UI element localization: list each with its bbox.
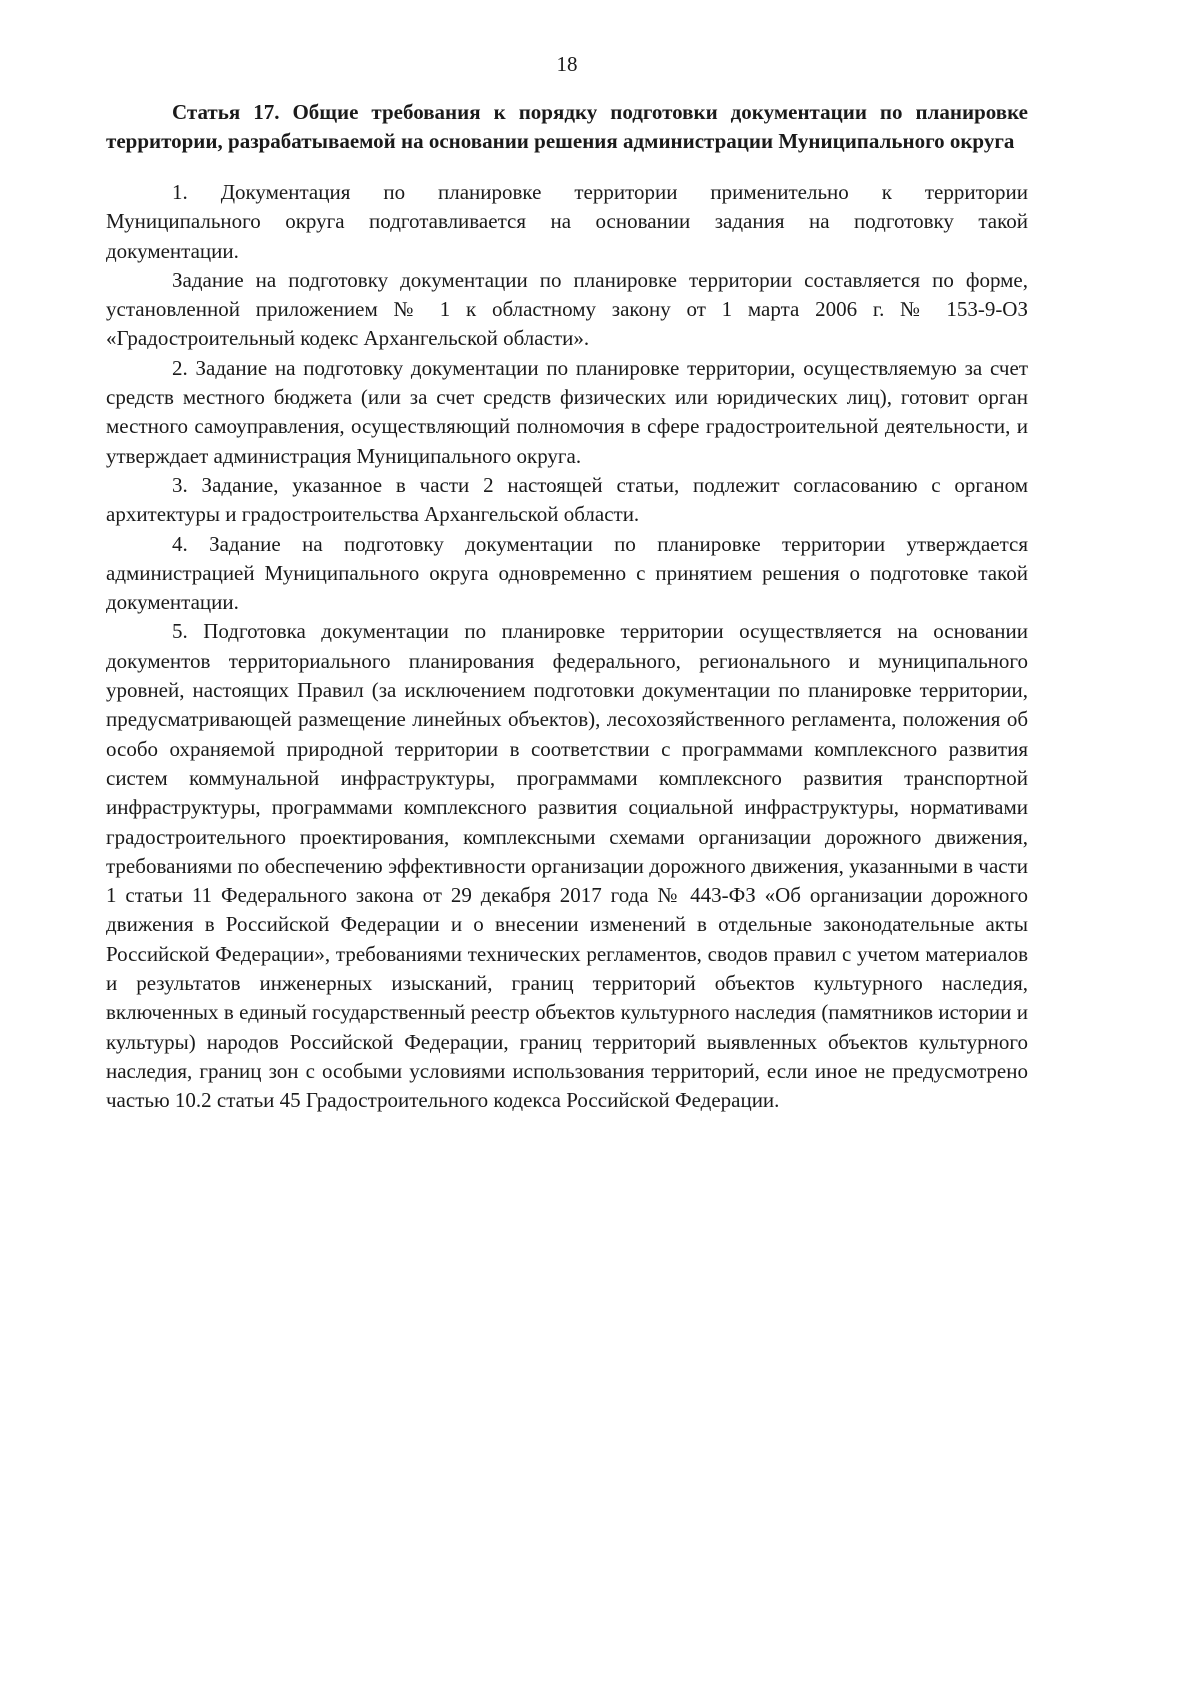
paragraph-1-task-form: Задание на подготовку документации по планировке территории составляется по форме, установленной приложением № 1 к областному закону от 1 марта 2006 г. № 153-9-ОЗ «Градостроительный кодекс Архангельской области». bbox=[106, 267, 1028, 351]
paragraph-1: 1. Документация по планировке территории применительно к территории Муниципального округа подготавливается на основании задания на подготовку такой документации. bbox=[106, 180, 1028, 263]
article-title: Статья 17. Общие требования к порядку подготовки документации по планировке территории, разрабатываемой на основании решения администрации Муниципального округа bbox=[106, 100, 1028, 153]
page-number: 18 bbox=[556, 52, 578, 76]
paragraph-2: 2. Задание на подготовку документации по планировке территории, осуществляемую за счет средств местного бюджета (или за счет средств физических или юридических лиц), готовит орган местного самоуправления, осуществляющий полномочия в сфере градостроительной деятельности, и утверждает администрация Муниципального округа. bbox=[106, 355, 1028, 468]
paragraph-5: 5. Подготовка документации по планировке территории осуществляется на основании документов территориального планирования федерального, регионального и муниципального уровней, настоящих Правил (за исключением подготовки документации по планировке территории, предусматривающей размещение линейных объектов), лесохозяйственного регламента, положения об особо охраняемой природной территории в соответствии с программами комплексного развития систем коммунальной инфраструктуры, программами комплексного развития транспортной инфраструктуры, программами комплексного развития социальной инфраструктуры, нормативами градостроительного проектирования, комплексными схемами организации дорожного движения, требованиями по обеспечению эффективности организации дорожного движения, указанными в части 1 статьи 11 Федерального закона от 29 декабря 2017 года № 443-ФЗ «Об организации дорожного движения в Российской Федерации и о внесении изменений в отдельные законодательные акты Российской Федерации», требованиями технических регламентов, сводов правил с учетом материалов и результатов инженерных изысканий, границ территорий объектов культурного наследия, включенных в единый государственный реестр объектов культурного наследия (памятников истории и культуры) народов Российской Федерации, границ территорий выявленных объектов культурного наследия, границ зон с особыми условиями использования территорий, если иное не предусмотрено частью 10.2 статьи 45 Градостроительного кодекса Российской Федерации. bbox=[106, 619, 1028, 1113]
paragraph-4: 4. Задание на подготовку документации по планировке территории утверждается администрацией Муниципального округа одновременно с принятием решения о подготовке такой документации. bbox=[106, 531, 1028, 615]
document-page bbox=[106, 52, 1028, 1116]
paragraph-3: 3. Задание, указанное в части 2 настоящей статьи, подлежит согласованию с органом архитектуры и градостроительства Архангельской области. bbox=[106, 472, 1028, 527]
